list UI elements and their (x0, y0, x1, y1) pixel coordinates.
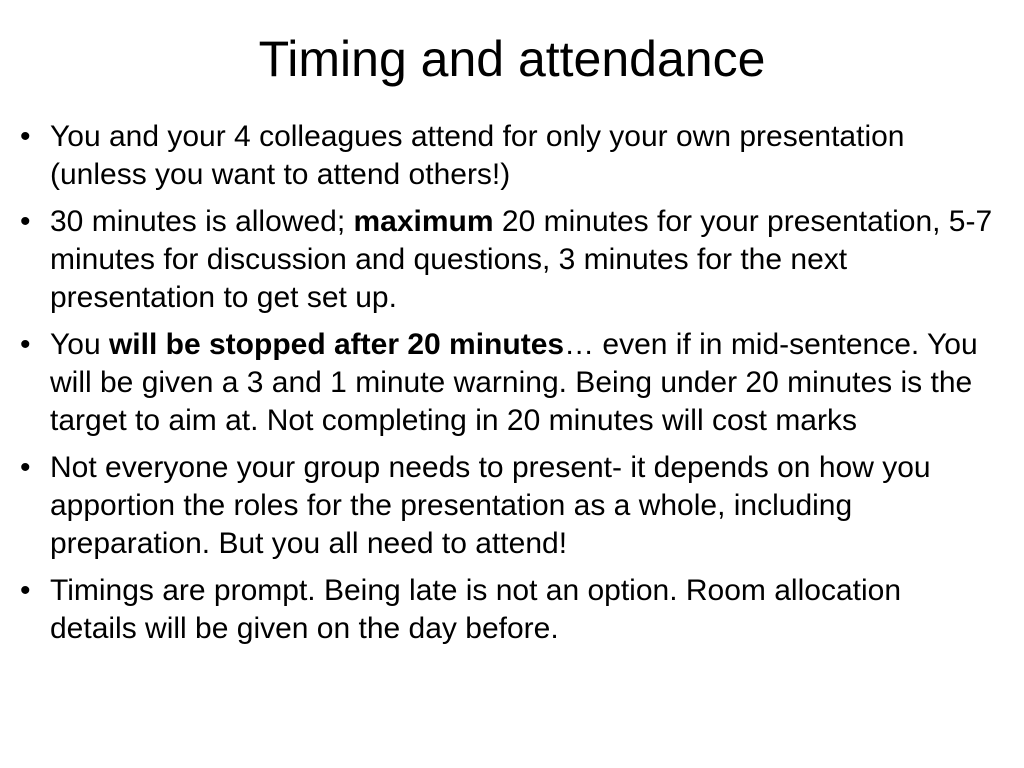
bullet-text-part: You (50, 328, 109, 361)
bullet-text-part: Timings are prompt. Being late is not an option. Room allocation details will be given on the day before. (50, 574, 902, 645)
bullet-dot-icon: • (20, 205, 31, 238)
bullet-text-part: Not everyone your group needs to present- it depends on how you apportion the roles for the presentation as a whole, including preparation. But you all need to attend! (50, 451, 931, 560)
bullet-item-1 (20, 118, 995, 194)
bullet-text-part: 30 minutes is allowed; (50, 205, 354, 238)
bullet-item-3 (20, 326, 995, 440)
bullet-text (50, 451, 931, 560)
bullet-text-part: You and your 4 colleagues attend for only your own presentation (unless you want to attend others!) (50, 120, 905, 191)
bullet-text (50, 574, 901, 645)
bullet-text (50, 328, 978, 437)
bullet-item-5 (20, 572, 995, 648)
bullet-item-4 (20, 449, 995, 563)
slide-title: Timing and attendance (258, 31, 766, 87)
bullet-text-emphasis: maximum (353, 205, 494, 238)
bullet-item-2 (20, 203, 995, 317)
bullet-text (50, 120, 904, 191)
bullet-text-emphasis: will be stopped after 20 minutes (108, 328, 565, 361)
bullet-text-part: … even if in mid-sentence. You will be given a 3 and 1 minute warning. Being under 20 minutes is the target to aim at. Not completing in 20 minutes will cost marks (50, 328, 978, 437)
bullet-list (20, 118, 995, 657)
bullet-dot-icon: • (20, 328, 31, 361)
bullet-text-part: 20 minutes for your presentation, 5-7 minutes for discussion and questions, 3 minutes for the next presentation to get set up. (50, 205, 993, 314)
bullet-dot-icon: • (20, 451, 31, 484)
bullet-dot-icon: • (20, 574, 31, 607)
bullet-text (50, 205, 992, 314)
bullet-dot-icon: • (20, 120, 31, 153)
